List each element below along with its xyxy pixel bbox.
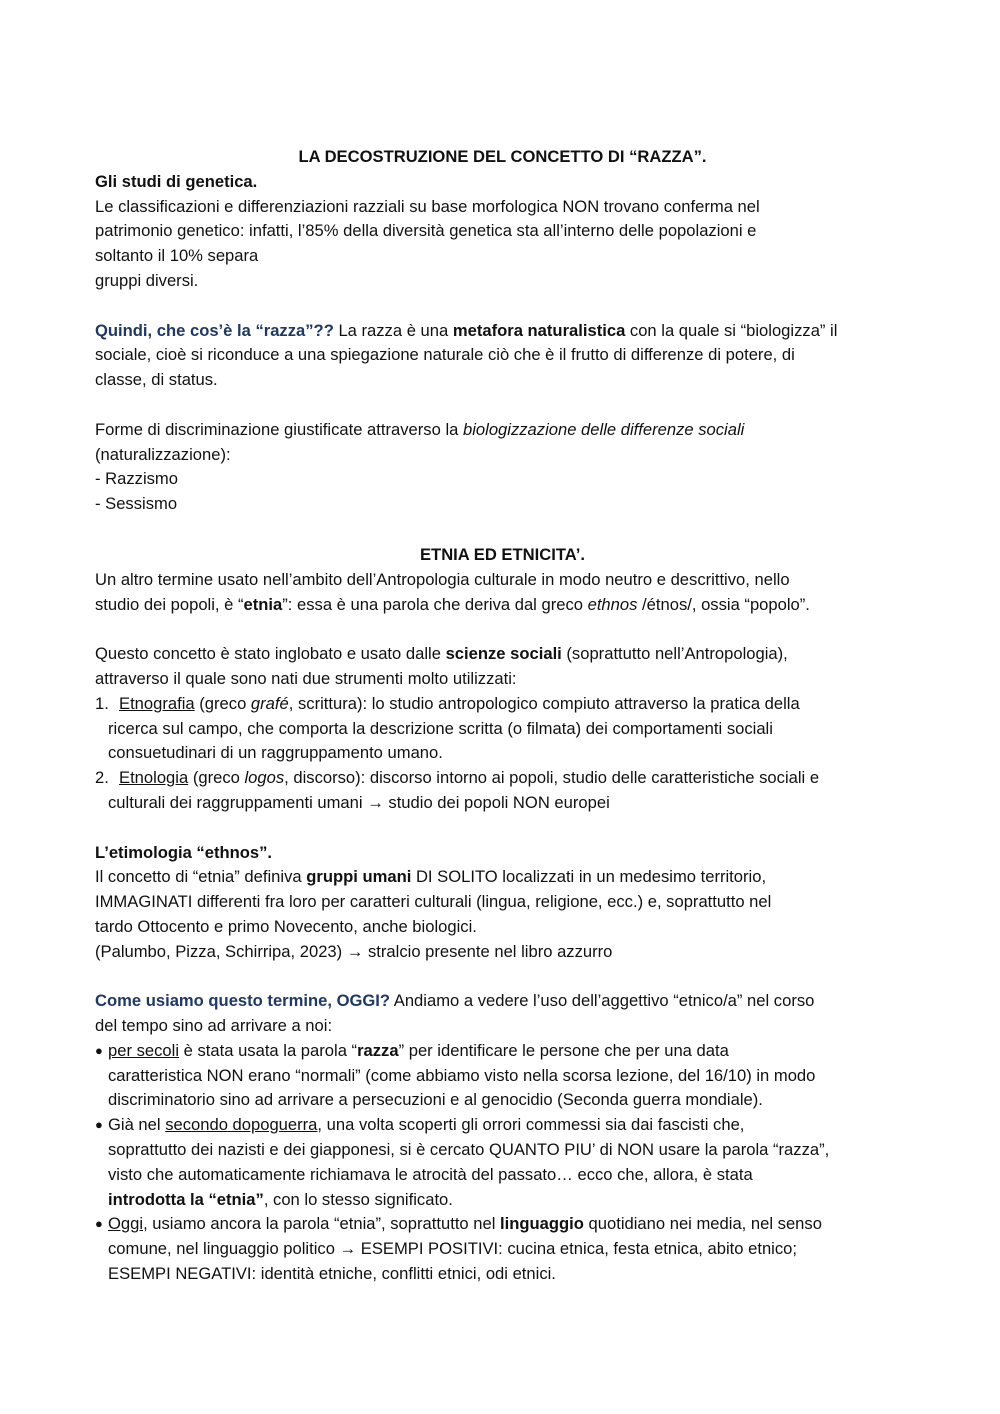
paragraph-line: patrimonio genetico: infatti, l’85% della diversità genetica sta all’interno delle popolazioni e: [95, 221, 757, 241]
bullet-icon: ●: [95, 1216, 103, 1232]
question-label: Come usiamo questo termine, OGGI?: [95, 991, 391, 1011]
paragraph-line: tardo Ottocento e primo Novecento, anche biologici.: [95, 916, 477, 936]
paragraph-line: studio dei popoli, è “etnia”: essa è una parola che deriva dal greco ethnos /étnos/, ossia “popolo”.: [95, 594, 810, 614]
bullet-item-secoli: ● per secoli è stata usata la parola “razza” per identificare le persone che per una data caratteristica NON erano “normali” (come abbiamo visto nella scorsa lezione, del 16/10) in modo discriminatorio sino ad arrivare a persecuzioni e al genocidio (Seconda guerra mondiale).: [95, 1039, 910, 1113]
document-page: [95, 145, 910, 1287]
question-label: Quindi, che cos’è la “razza”??: [95, 320, 334, 340]
paragraph-forme: Forme di discriminazione giustificate attraverso la biologizzazione delle differenze sociali: [95, 419, 745, 439]
bullet-item-oggi: ● Oggi, usiamo ancora la parola “etnia”, soprattutto nel linguaggio quotidiano nei media, nel senso comune, nel linguaggio politico → ESEMPI POSITIVI: cucina etnica, festa etnica, abito etnico; ESEMPI NEGATIVI: identità etniche, conflitti etnici, odi etnici.: [95, 1212, 910, 1286]
heading-etimologia: L’etimologia “ethnos”.: [95, 842, 273, 862]
bullet-icon: ●: [95, 1117, 103, 1133]
list-item: - Razzismo: [95, 469, 178, 489]
citation-line: (Palumbo, Pizza, Schirripa, 2023) → stralcio presente nel libro azzurro: [95, 941, 613, 961]
paragraph-line: Questo concetto è stato inglobato e usato dalle scienze sociali (soprattutto nell’Antropologia),: [95, 644, 788, 664]
title-razza: LA DECOSTRUZIONE DEL CONCETTO DI “RAZZA”.: [298, 147, 707, 166]
paragraph-oggi: Come usiamo questo termine, OGGI? Andiamo a vedere l’uso dell’aggettivo “etnico/a” nel corso: [95, 991, 815, 1011]
paragraph-line: Le classificazioni e differenziazioni razziali su base morfologica NON trovano conferma nel: [95, 196, 760, 216]
paragraph-line: del tempo sino ad arrivare a noi:: [95, 1016, 333, 1036]
paragraph-line: IMMAGINATI differenti fra loro per caratteri culturali (lingua, religione, ecc.) e, soprattutto nel: [95, 892, 772, 912]
paragraph-line: gruppi diversi.: [95, 270, 199, 290]
paragraph-line: soltanto il 10% separa: [95, 246, 259, 266]
paragraph-line: (naturalizzazione):: [95, 444, 231, 464]
title-etnia: ETNIA ED ETNICITA’.: [419, 544, 586, 564]
paragraph-line: classe, di status.: [95, 370, 218, 390]
paragraph-line: attraverso il quale sono nati due strumenti molto utilizzati:: [95, 668, 517, 688]
numbered-item-etnografia: 1. Etnografia (greco grafé, scrittura): lo studio antropologico compiuto attraverso la pratica della: [95, 693, 800, 713]
paragraph-razza-definition: Quindi, che cos’è la “razza”?? La razza è una metafora naturalistica con la quale si “biologizza” il: [95, 320, 838, 340]
paragraph-line: sociale, cioè si riconduce a una spiegazione naturale ciò che è il frutto di differenze di potere, di: [95, 345, 795, 365]
bullet-icon: ●: [95, 1042, 103, 1058]
bullet-item-dopoguerra: ● Già nel secondo dopoguerra, una volta scoperti gli orrori commessi sia dai fascisti che, soprattutto dei nazisti e dei giapponesi, si è cercato QUANTO PIU’ di NON usare la parola “razza”, visto che automaticamente richiamava le atrocità del passato… ecco che, allora, è stata introdotta la “etnia”, con lo stesso significato.: [95, 1113, 910, 1212]
paragraph-line: Un altro termine usato nell’ambito dell’Antropologia culturale in modo neutro e descrittivo, nello: [95, 569, 790, 589]
list-item: - Sessismo: [95, 494, 178, 514]
heading-genetica: Gli studi di genetica.: [95, 171, 258, 191]
paragraph-line: consuetudinari di un raggruppamento umano.: [108, 743, 443, 763]
paragraph-line: Il concetto di “etnia” definiva gruppi umani DI SOLITO localizzati in un medesimo territorio,: [95, 867, 767, 887]
paragraph-line: ricerca sul campo, che comporta la descrizione scritta (o filmata) dei comportamenti sociali: [108, 718, 773, 738]
paragraph-line: culturali dei raggruppamenti umani → studio dei popoli NON europei: [108, 792, 610, 812]
numbered-item-etnologia: 2. Etnologia (greco logos, discorso): discorso intorno ai popoli, studio delle caratteristiche sociali e: [95, 768, 820, 788]
